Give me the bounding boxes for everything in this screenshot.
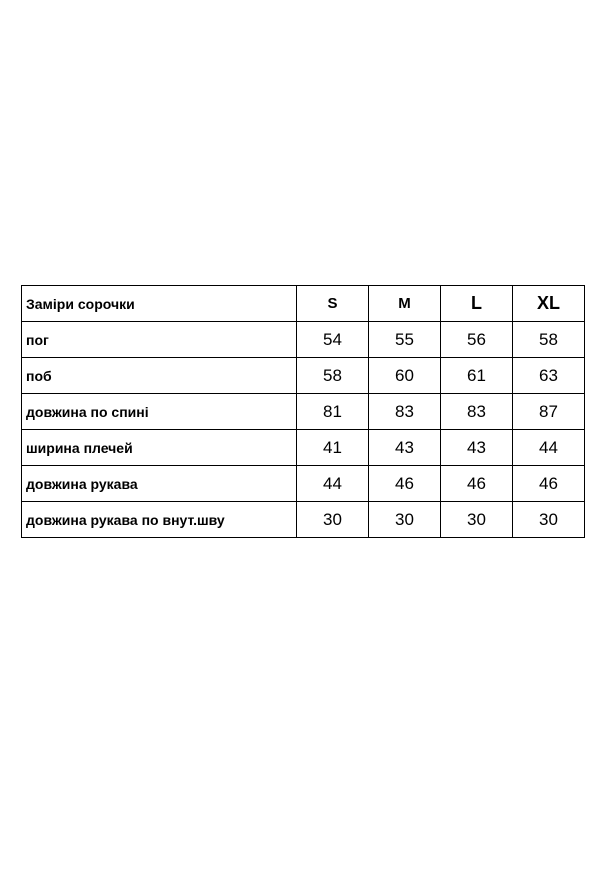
row-label: ширина плечей xyxy=(22,430,297,466)
cell-value: 63 xyxy=(513,358,585,394)
cell-value: 55 xyxy=(369,322,441,358)
table-row xyxy=(22,430,585,466)
cell-value: 30 xyxy=(441,502,513,538)
cell-value: 30 xyxy=(513,502,585,538)
cell-value: 44 xyxy=(513,430,585,466)
size-header-l: L xyxy=(441,286,513,322)
cell-value: 43 xyxy=(369,430,441,466)
table-row xyxy=(22,322,585,358)
cell-value: 46 xyxy=(513,466,585,502)
cell-value: 83 xyxy=(369,394,441,430)
cell-value: 46 xyxy=(369,466,441,502)
table-header-row xyxy=(22,286,585,322)
cell-value: 44 xyxy=(297,466,369,502)
row-label: довжина по спині xyxy=(22,394,297,430)
row-label: поб xyxy=(22,358,297,394)
cell-value: 54 xyxy=(297,322,369,358)
table-row xyxy=(22,358,585,394)
size-header-s: S xyxy=(297,286,369,322)
cell-value: 41 xyxy=(297,430,369,466)
cell-value: 30 xyxy=(369,502,441,538)
cell-value: 61 xyxy=(441,358,513,394)
row-label: довжина рукава по внут.шву xyxy=(22,502,297,538)
cell-value: 30 xyxy=(297,502,369,538)
table-title: Заміри сорочки xyxy=(22,286,297,322)
row-label: довжина рукава xyxy=(22,466,297,502)
row-label: пог xyxy=(22,322,297,358)
cell-value: 87 xyxy=(513,394,585,430)
table-row xyxy=(22,502,585,538)
cell-value: 58 xyxy=(513,322,585,358)
cell-value: 58 xyxy=(297,358,369,394)
cell-value: 60 xyxy=(369,358,441,394)
cell-value: 56 xyxy=(441,322,513,358)
cell-value: 43 xyxy=(441,430,513,466)
table-row xyxy=(22,394,585,430)
size-header-m: M xyxy=(369,286,441,322)
size-header-xl: XL xyxy=(513,286,585,322)
cell-value: 83 xyxy=(441,394,513,430)
size-chart-table xyxy=(21,285,585,538)
table-row xyxy=(22,466,585,502)
cell-value: 81 xyxy=(297,394,369,430)
cell-value: 46 xyxy=(441,466,513,502)
